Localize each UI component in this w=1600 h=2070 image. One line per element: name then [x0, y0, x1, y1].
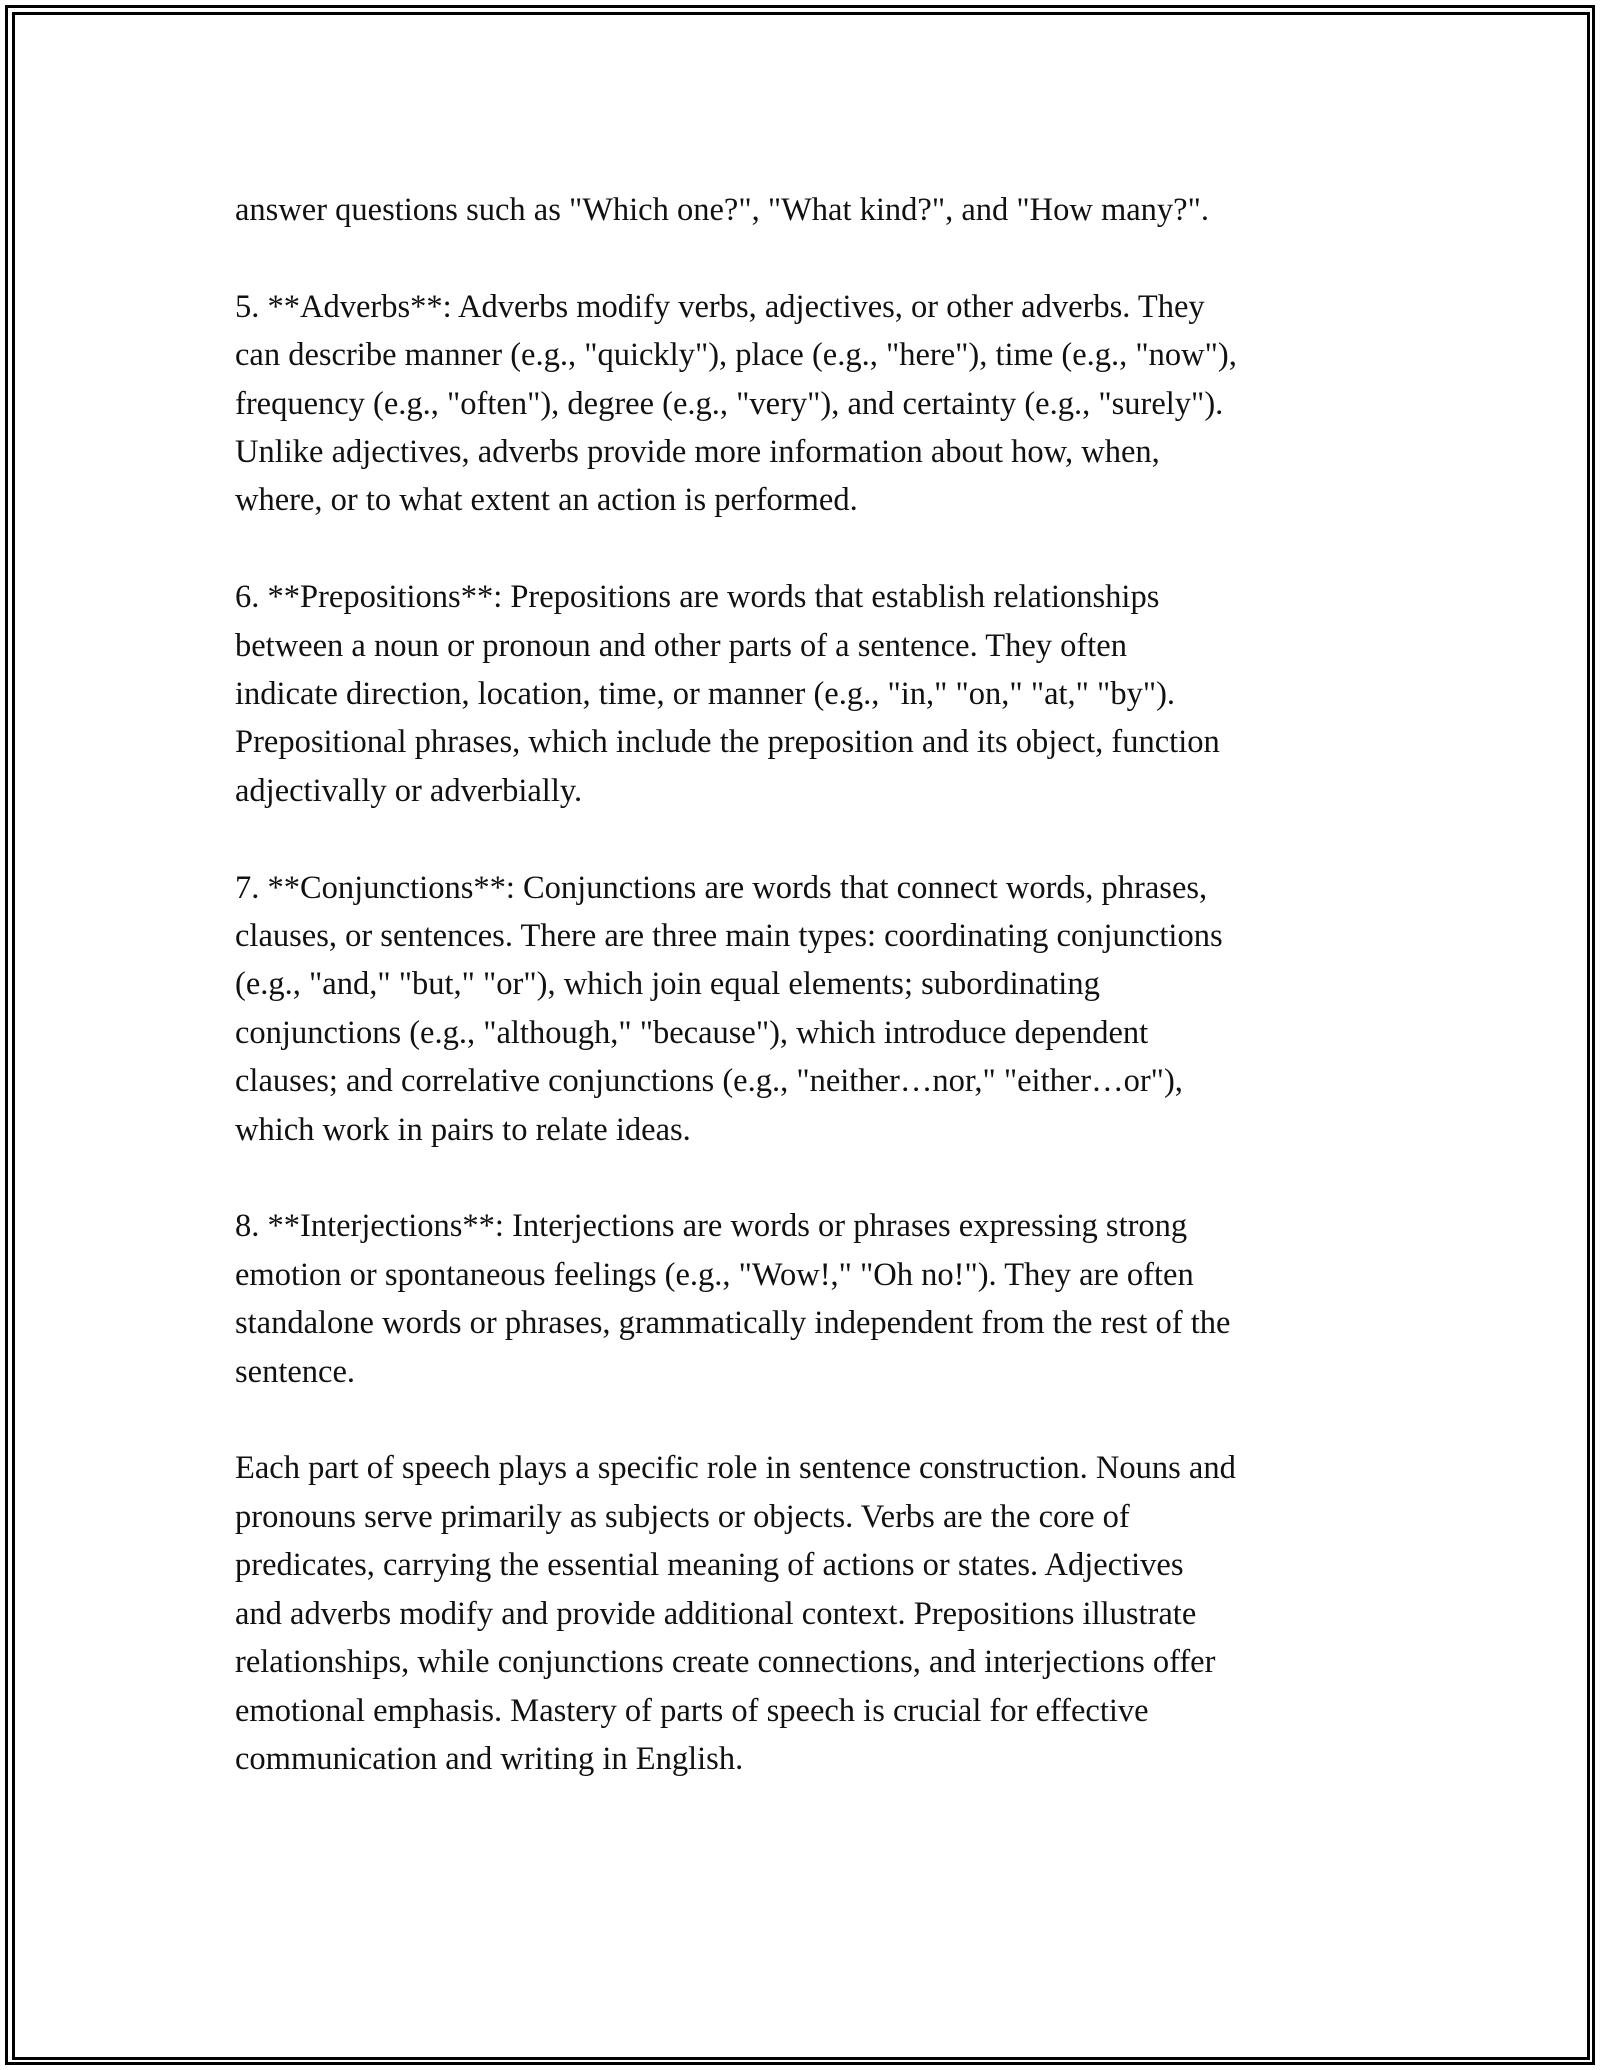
document-body [235, 186, 1385, 1783]
paragraph-adverbs: 5. **Adverbs**: Adverbs modify verbs, adjectives, or other adverbs. They can describe manner (e.g., "quickly"), place (e.g., "here"), time (e.g., "now"), frequency (e.g., "often"), degree (e.g., "very"), and certainty (e.g., "surely"). Unlike adjectives, adverbs provide more information about how, when, where, or to what extent an action is performed. [235, 288, 1237, 519]
paragraph-conjunctions: 7. **Conjunctions**: Conjunctions are words that connect words, phrases, clauses, or sentences. There are three main types: coordinating conjunctions (e.g., "and," "but," "or"), which join equal elements; subordinating conjunctions (e.g., "although," "because"), which introduce dependent clauses; and correlative conjunctions (e.g., "neither…nor," "either…or"), which work in pairs to relate ideas. [235, 869, 1223, 1148]
paragraph-prepositions: 6. **Prepositions**: Prepositions are words that establish relationships between a noun or pronoun and other parts of a sentence. They often indicate direction, location, time, or manner (e.g., "in," "on," "at," "by"). Prepositional phrases, which include the preposition and its object, function adjectivally or adverbially. [235, 579, 1220, 809]
paragraph-summary: Each part of speech plays a specific role in sentence construction. Nouns and pronouns serve primarily as subjects or objects. Verbs are the core of predicates, carrying the essential meaning of actions or states. Adjectives and adverbs modify and provide additional context. Prepositions illustrate relationships, while conjunctions create connections, and interjections offer emotional emphasis. Mastery of parts of speech is crucial for effective communication and writing in English. [235, 1450, 1236, 1777]
paragraph-adjectives-continuation: answer questions such as "Which one?", "What kind?", and "How many?". [235, 192, 1210, 228]
paragraph-interjections: 8. **Interjections**: Interjections are words or phrases expressing strong emotion or spontaneous feelings (e.g., "Wow!," "Oh no!"). They are often standalone words or phrases, grammatically independent from the rest of the sentence. [235, 1208, 1231, 1390]
